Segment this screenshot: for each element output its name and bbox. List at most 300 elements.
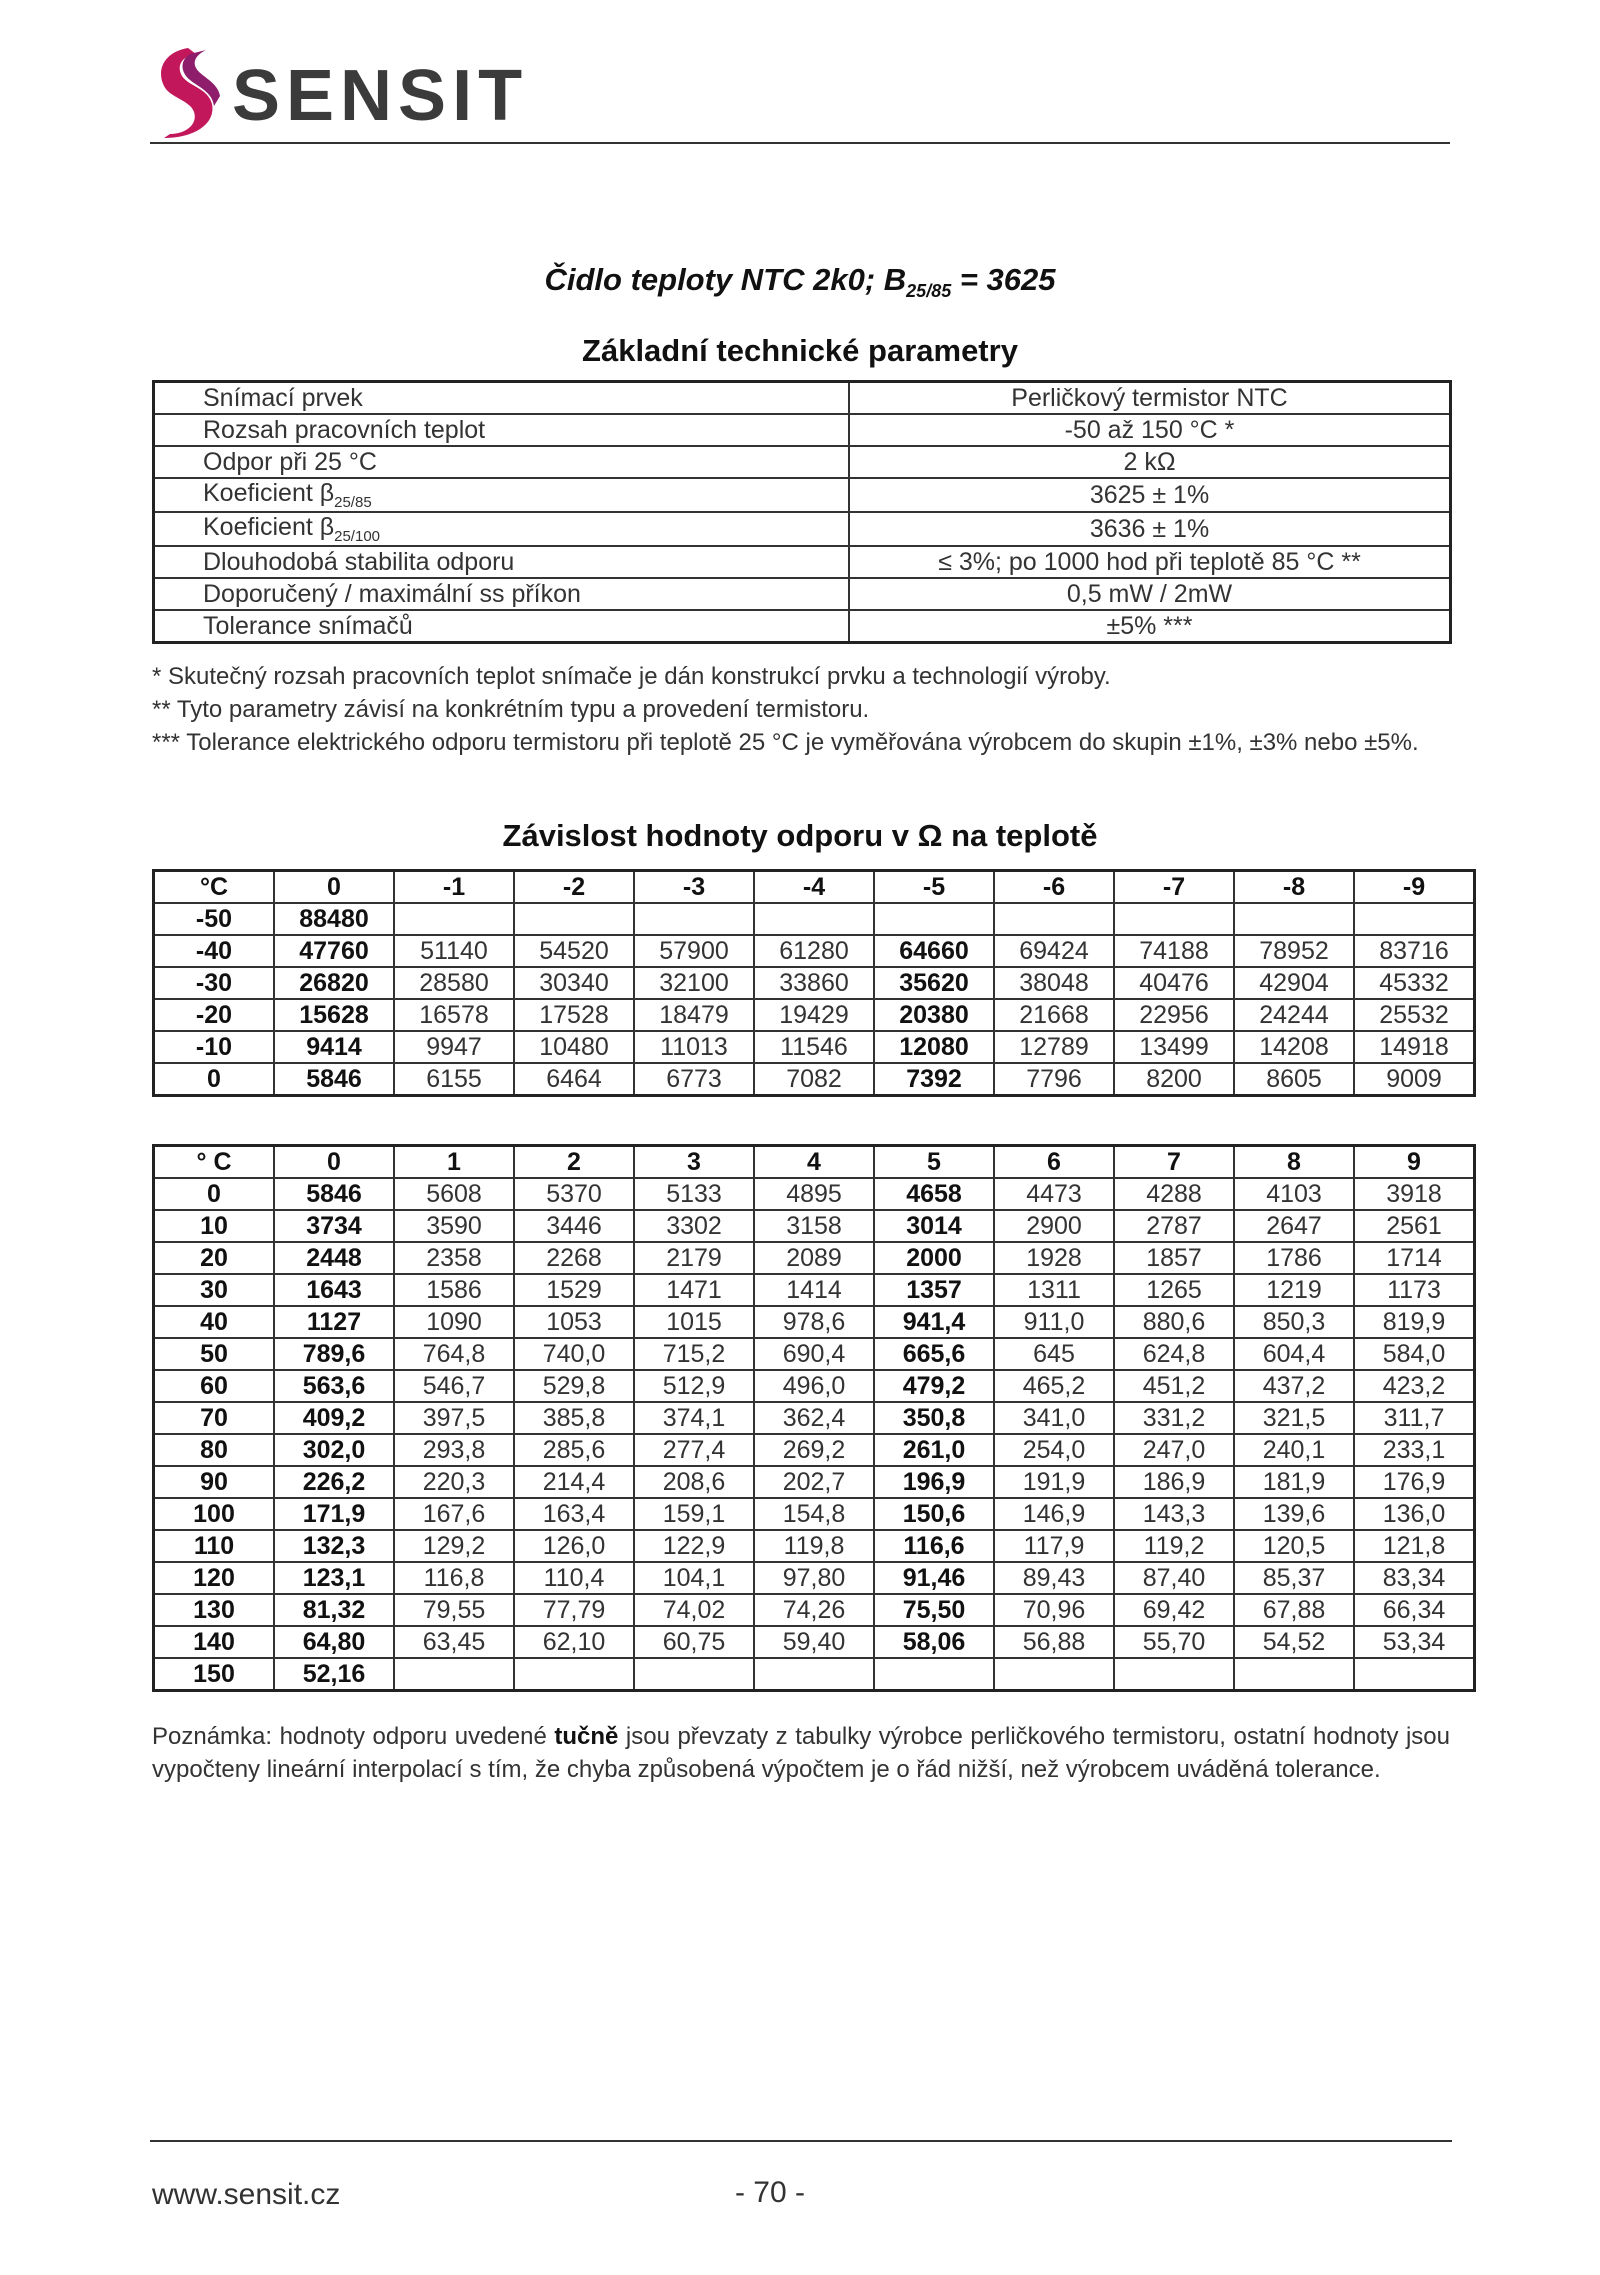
column-header: -5 [874,871,994,904]
title-suffix: = 3625 [951,262,1056,297]
parameter-value: Perličkový termistor NTC [849,382,1451,415]
resistance-cell: 119,8 [754,1530,874,1562]
resistance-cell: 1928 [994,1242,1114,1274]
column-header: 1 [394,1146,514,1179]
resistance-cell: 374,1 [634,1402,754,1434]
parameter-label [154,512,850,546]
resistance-cell: 87,40 [1114,1562,1234,1594]
resistance-cell: 4895 [754,1178,874,1210]
parameter-label [154,446,850,478]
parameter-label-text: Koeficient β [203,513,335,541]
table-row [154,999,1475,1031]
column-header: 9 [1354,1146,1475,1179]
table-row [154,1031,1475,1063]
table-row [154,935,1475,967]
parameter-label-text: Odpor při 25 °C [203,447,377,476]
resistance-cell: 1173 [1354,1274,1475,1306]
resistance-cell: 941,4 [874,1306,994,1338]
resistance-cell: 451,2 [1114,1370,1234,1402]
resistance-cell: 47760 [274,935,394,967]
resistance-cell: 202,7 [754,1466,874,1498]
resistance-cell: 74,02 [634,1594,754,1626]
resistance-cell: 261,0 [874,1434,994,1466]
resistance-cell: 5608 [394,1178,514,1210]
resistance-cell: 1311 [994,1274,1114,1306]
resistance-cell: 38048 [994,967,1114,999]
resistance-cell: 120,5 [1234,1530,1354,1562]
table-row [154,1594,1475,1626]
parameter-label-text: Dlouhodobá stabilita odporu [203,547,515,576]
resistance-cell: 150,6 [874,1498,994,1530]
resistance-cell: 10480 [514,1031,634,1063]
parameter-row [154,610,1451,643]
resistance-cell: 624,8 [1114,1338,1234,1370]
resistance-cell: 167,6 [394,1498,514,1530]
resistance-cell: 1786 [1234,1242,1354,1274]
resistance-cell: 6155 [394,1063,514,1096]
resistance-cell: 2089 [754,1242,874,1274]
footer-website-link[interactable]: www.sensit.cz [152,2178,341,2211]
resistance-cell: 1714 [1354,1242,1475,1274]
resistance-cell: 350,8 [874,1402,994,1434]
resistance-cell: 740,0 [514,1338,634,1370]
resistance-cell: 14918 [1354,1031,1475,1063]
resistance-cell: 978,6 [754,1306,874,1338]
resistance-cell: 136,0 [1354,1498,1475,1530]
column-header: 7 [1114,1146,1234,1179]
resistance-cell: 18479 [634,999,754,1031]
resistance-cell: 75,50 [874,1594,994,1626]
resistance-cell [874,1658,994,1691]
table-row [154,1402,1475,1434]
resistance-cell: 789,6 [274,1338,394,1370]
resistance-cell: 9414 [274,1031,394,1063]
resistance-cell: 214,4 [514,1466,634,1498]
resistance-cell: 30340 [514,967,634,999]
section-heading-resistance: Závislost hodnoty odporu v Ω na teplotě [502,818,1098,853]
resistance-cell [514,1658,634,1691]
sensit-logo-icon [150,46,222,138]
row-temperature: 0 [154,1178,275,1210]
resistance-cell: 2448 [274,1242,394,1274]
resistance-cell: 3302 [634,1210,754,1242]
resistance-cell [1354,903,1475,935]
row-temperature: 40 [154,1306,275,1338]
table-footnote [152,1720,1450,1786]
column-header: -6 [994,871,1114,904]
resistance-cell: 54,52 [1234,1626,1354,1658]
resistance-cell: 546,7 [394,1370,514,1402]
resistance-cell: 362,4 [754,1402,874,1434]
resistance-cell: 321,5 [1234,1402,1354,1434]
table-row [154,1242,1475,1274]
resistance-cell: 52,16 [274,1658,394,1691]
column-header: 8 [1234,1146,1354,1179]
resistance-cell [1234,1658,1354,1691]
row-temperature: 120 [154,1562,275,1594]
resistance-cell: 1414 [754,1274,874,1306]
resistance-cell: 51140 [394,935,514,967]
resistance-cell: 254,0 [994,1434,1114,1466]
column-header: 0 [274,1146,394,1179]
resistance-cell: 126,0 [514,1530,634,1562]
resistance-cell: 5846 [274,1063,394,1096]
parameter-value: 2 kΩ [849,446,1451,478]
resistance-cell: 3590 [394,1210,514,1242]
resistance-cell: 117,9 [994,1530,1114,1562]
resistance-cell: 302,0 [274,1434,394,1466]
row-temperature: 30 [154,1274,275,1306]
parameter-label [154,578,850,610]
resistance-cell: 12080 [874,1031,994,1063]
resistance-cell: 15628 [274,999,394,1031]
resistance-cell: 4103 [1234,1178,1354,1210]
parameter-value: 0,5 mW / 2mW [849,578,1451,610]
resistance-cell: 176,9 [1354,1466,1475,1498]
resistance-cell: 22956 [1114,999,1234,1031]
resistance-cell: 277,4 [634,1434,754,1466]
resistance-table-positive [152,1144,1476,1692]
resistance-cell: 58,06 [874,1626,994,1658]
resistance-cell: 8605 [1234,1063,1354,1096]
resistance-cell: 139,6 [1234,1498,1354,1530]
resistance-cell: 911,0 [994,1306,1114,1338]
resistance-cell: 32100 [634,967,754,999]
resistance-cell: 13499 [1114,1031,1234,1063]
resistance-cell: 79,55 [394,1594,514,1626]
column-header: °C [154,871,275,904]
resistance-cell: 465,2 [994,1370,1114,1402]
resistance-cell: 397,5 [394,1402,514,1434]
parameter-label [154,478,850,512]
resistance-cell [874,903,994,935]
resistance-cell: 8200 [1114,1063,1234,1096]
resistance-cell: 81,32 [274,1594,394,1626]
resistance-cell [994,1658,1114,1691]
resistance-cell: 67,88 [1234,1594,1354,1626]
resistance-cell: 163,4 [514,1498,634,1530]
resistance-cell: 311,7 [1354,1402,1475,1434]
resistance-cell: 1053 [514,1306,634,1338]
resistance-cell: 60,75 [634,1626,754,1658]
resistance-cell: 171,9 [274,1498,394,1530]
row-temperature: 90 [154,1466,275,1498]
resistance-cell [1114,1658,1234,1691]
resistance-cell: 17528 [514,999,634,1031]
resistance-cell: 2900 [994,1210,1114,1242]
table-row [154,1626,1475,1658]
column-header: 2 [514,1146,634,1179]
resistance-cell [1354,1658,1475,1691]
resistance-cell: 479,2 [874,1370,994,1402]
resistance-cell: 1090 [394,1306,514,1338]
footer-divider [150,2140,1452,2142]
resistance-cell: 122,9 [634,1530,754,1562]
header-divider [150,142,1450,144]
resistance-cell: 604,4 [1234,1338,1354,1370]
resistance-cell: 3158 [754,1210,874,1242]
resistance-cell [394,1658,514,1691]
column-header: -2 [514,871,634,904]
resistance-cell: 116,6 [874,1530,994,1562]
resistance-cell: 121,8 [1354,1530,1475,1562]
resistance-cell: 154,8 [754,1498,874,1530]
resistance-cell: 89,43 [994,1562,1114,1594]
column-header: -8 [1234,871,1354,904]
column-header: 3 [634,1146,754,1179]
resistance-cell: 233,1 [1354,1434,1475,1466]
resistance-cell: 12789 [994,1031,1114,1063]
resistance-cell: 54520 [514,935,634,967]
table-row [154,1434,1475,1466]
parameter-row [154,382,1451,415]
resistance-cell: 196,9 [874,1466,994,1498]
resistance-cell: 1529 [514,1274,634,1306]
resistance-cell: 4658 [874,1178,994,1210]
parameter-value: 3625 ± 1% [849,478,1451,512]
resistance-cell: 240,1 [1234,1434,1354,1466]
resistance-cell: 4288 [1114,1178,1234,1210]
parameter-label [154,382,850,415]
table-row [154,1530,1475,1562]
resistance-cell: 85,37 [1234,1562,1354,1594]
table-row [154,1498,1475,1530]
parameter-value: -50 až 150 °C * [849,414,1451,446]
row-temperature: 140 [154,1626,275,1658]
resistance-cell: 5370 [514,1178,634,1210]
parameter-row [154,478,1451,512]
resistance-cell: 584,0 [1354,1338,1475,1370]
row-temperature: 60 [154,1370,275,1402]
table-header-row [154,871,1475,904]
resistance-cell: 63,45 [394,1626,514,1658]
resistance-cell: 2000 [874,1242,994,1274]
column-header: ° C [154,1146,275,1179]
resistance-cell: 293,8 [394,1434,514,1466]
resistance-cell: 91,46 [874,1562,994,1594]
resistance-cell: 3446 [514,1210,634,1242]
resistance-cell: 1127 [274,1306,394,1338]
column-header: 5 [874,1146,994,1179]
resistance-cell: 74188 [1114,935,1234,967]
table-row [154,903,1475,935]
resistance-cell: 33860 [754,967,874,999]
resistance-cell: 35620 [874,967,994,999]
resistance-cell [994,903,1114,935]
row-temperature: 150 [154,1658,275,1691]
resistance-cell: 645 [994,1338,1114,1370]
table-row [154,1338,1475,1370]
resistance-cell: 132,3 [274,1530,394,1562]
parameter-value: ±5% *** [849,610,1451,643]
resistance-cell: 690,4 [754,1338,874,1370]
table-row [154,1306,1475,1338]
resistance-cell: 83716 [1354,935,1475,967]
parameter-label [154,546,850,578]
resistance-cell: 64660 [874,935,994,967]
resistance-cell: 2561 [1354,1210,1475,1242]
table-row [154,1274,1475,1306]
resistance-cell: 2268 [514,1242,634,1274]
row-temperature: 130 [154,1594,275,1626]
footnote-text-end: jsou převzaty z tabulky výrobce perličkového termistoru, ostatní hodnoty jsou vypočteny lineární interpolací s tím, že chyba způsobená výpočtem je o řád nižší, než výrobcem uváděná tolerance. [152,1723,1450,1783]
resistance-cell: 16578 [394,999,514,1031]
table-row [154,1562,1475,1594]
resistance-cell [634,1658,754,1691]
resistance-cell: 69424 [994,935,1114,967]
resistance-cell: 28580 [394,967,514,999]
resistance-cell: 2647 [1234,1210,1354,1242]
table-row [154,1210,1475,1242]
resistance-cell: 7392 [874,1063,994,1096]
resistance-cell: 7796 [994,1063,1114,1096]
resistance-cell: 5846 [274,1178,394,1210]
resistance-cell: 2787 [1114,1210,1234,1242]
resistance-cell: 385,8 [514,1402,634,1434]
resistance-cell: 437,2 [1234,1370,1354,1402]
parameter-row [154,578,1451,610]
resistance-cell: 57900 [634,935,754,967]
title-main: Čidlo teploty NTC 2k0; B [544,262,907,297]
column-header: 6 [994,1146,1114,1179]
resistance-cell: 423,2 [1354,1370,1475,1402]
parameter-label-text: Snímací prvek [203,383,363,412]
resistance-cell [1114,903,1234,935]
row-temperature: 0 [154,1063,275,1096]
row-temperature: 10 [154,1210,275,1242]
row-temperature: 70 [154,1402,275,1434]
resistance-cell: 26820 [274,967,394,999]
resistance-cell: 119,2 [1114,1530,1234,1562]
resistance-cell: 226,2 [274,1466,394,1498]
parameter-value: ≤ 3%; po 1000 hod při teplotě 85 °C ** [849,546,1451,578]
resistance-cell: 665,6 [874,1338,994,1370]
footnote-text-start: Poznámka: hodnoty odporu uvedené [152,1723,555,1750]
resistance-cell: 285,6 [514,1434,634,1466]
resistance-cell: 116,8 [394,1562,514,1594]
resistance-cell: 764,8 [394,1338,514,1370]
resistance-cell: 25532 [1354,999,1475,1031]
row-temperature: -50 [154,903,275,935]
resistance-cell: 97,80 [754,1562,874,1594]
parameter-label [154,610,850,643]
resistance-cell: 4473 [994,1178,1114,1210]
resistance-cell: 11013 [634,1031,754,1063]
parameters-table [152,380,1452,644]
resistance-cell: 143,3 [1114,1498,1234,1530]
resistance-cell: 69,42 [1114,1594,1234,1626]
parameter-row [154,512,1451,546]
resistance-cell: 850,3 [1234,1306,1354,1338]
resistance-cell: 191,9 [994,1466,1114,1498]
resistance-cell: 1471 [634,1274,754,1306]
resistance-cell [634,903,754,935]
resistance-cell: 56,88 [994,1626,1114,1658]
row-temperature: -30 [154,967,275,999]
table-row [154,967,1475,999]
column-header: -3 [634,871,754,904]
column-header: 0 [274,871,394,904]
page-number: - 70 - [734,2176,806,2209]
resistance-cell: 74,26 [754,1594,874,1626]
resistance-cell: 181,9 [1234,1466,1354,1498]
table-row [154,1063,1475,1096]
table-row [154,1466,1475,1498]
table-row [154,1178,1475,1210]
parameter-label-text: Tolerance snímačů [203,611,413,640]
row-temperature: -20 [154,999,275,1031]
table-row [154,1370,1475,1402]
resistance-cell: 6464 [514,1063,634,1096]
column-header: -1 [394,871,514,904]
resistance-cell: 21668 [994,999,1114,1031]
resistance-cell: 331,2 [1114,1402,1234,1434]
parameter-label-subscript: 25/85 [334,494,372,511]
resistance-cell [514,903,634,935]
row-temperature: 110 [154,1530,275,1562]
resistance-cell: 159,1 [634,1498,754,1530]
logo-wordmark: SENSIT [232,56,529,136]
resistance-cell: 9009 [1354,1063,1475,1096]
resistance-cell: 409,2 [274,1402,394,1434]
resistance-cell: 496,0 [754,1370,874,1402]
resistance-cell: 123,1 [274,1562,394,1594]
resistance-cell: 208,6 [634,1466,754,1498]
resistance-cell: 129,2 [394,1530,514,1562]
resistance-cell: 53,34 [1354,1626,1475,1658]
row-temperature: 100 [154,1498,275,1530]
parameter-row [154,446,1451,478]
parameter-row [154,546,1451,578]
resistance-cell: 1219 [1234,1274,1354,1306]
parameter-value: 3636 ± 1% [849,512,1451,546]
resistance-table-negative [152,869,1476,1097]
resistance-cell: 9947 [394,1031,514,1063]
parameter-label-text: Koeficient β [203,479,335,507]
resistance-cell [754,1658,874,1691]
resistance-cell: 715,2 [634,1338,754,1370]
resistance-cell: 146,9 [994,1498,1114,1530]
resistance-cell: 6773 [634,1063,754,1096]
resistance-cell: 5133 [634,1178,754,1210]
resistance-cell: 3734 [274,1210,394,1242]
resistance-cell: 1265 [1114,1274,1234,1306]
resistance-cell: 341,0 [994,1402,1114,1434]
resistance-cell: 110,4 [514,1562,634,1594]
resistance-cell: 104,1 [634,1562,754,1594]
row-temperature: -40 [154,935,275,967]
resistance-cell [1234,903,1354,935]
resistance-cell: 3014 [874,1210,994,1242]
resistance-cell: 19429 [754,999,874,1031]
row-temperature: 20 [154,1242,275,1274]
title-subscript: 25/85 [906,281,952,302]
resistance-cell: 88480 [274,903,394,935]
resistance-cell: 42904 [1234,967,1354,999]
document-title [0,262,1600,302]
resistance-cell: 78952 [1234,935,1354,967]
resistance-cell: 819,9 [1354,1306,1475,1338]
resistance-cell: 2358 [394,1242,514,1274]
resistance-cell: 1015 [634,1306,754,1338]
note-1: * Skutečný rozsah pracovních teplot snímače je dán konstrukcí prvku a technologií výroby. [152,663,1111,690]
resistance-cell: 59,40 [754,1626,874,1658]
section-heading-parameters: Základní technické parametry [582,333,1018,368]
resistance-cell: 61280 [754,935,874,967]
resistance-cell: 269,2 [754,1434,874,1466]
resistance-cell: 20380 [874,999,994,1031]
resistance-cell: 512,9 [634,1370,754,1402]
